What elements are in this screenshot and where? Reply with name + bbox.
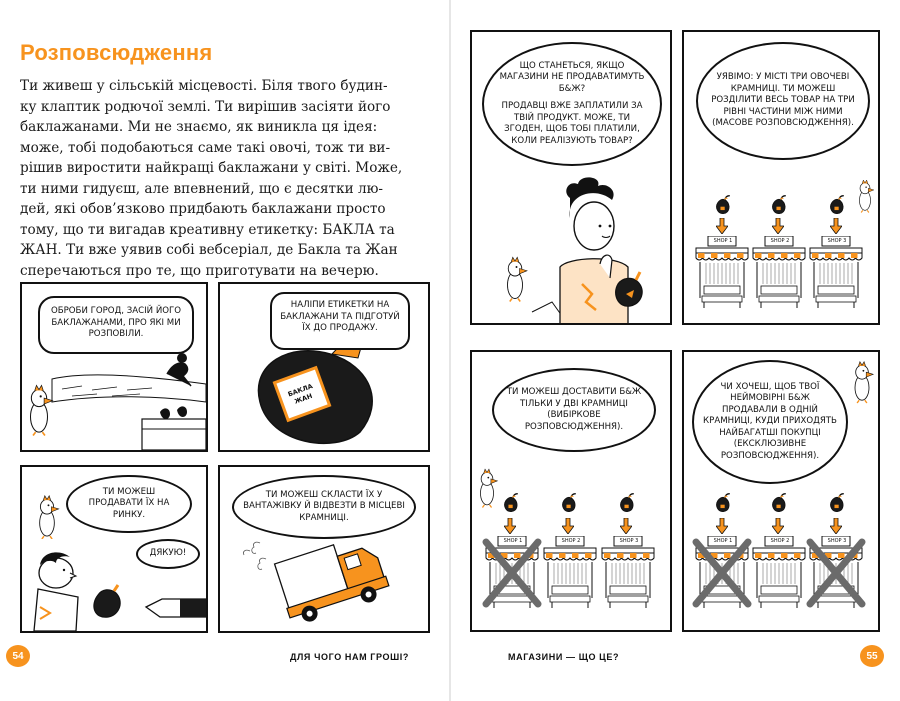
shop-1-label: SHOP 1 [503,538,523,544]
panel3-caption: ТИ МОЖЕШ ПРОДАВАТИ ЇХ НА РИНКУ. [66,475,192,533]
page-number-right: 55 [860,645,884,667]
shop-3-label: SHOP 3 [619,538,639,544]
shop-2-label: SHOP 2 [561,538,581,544]
comic-panel-market [20,465,208,633]
shop-1-label: SHOP 1 [713,238,733,244]
page-footer-right: МАГАЗИНИ — ЩО ЦЕ? [508,652,620,662]
panel2-caption: НАЛІПИ ЕТИКЕТКИ НА БАКЛАЖАНИ ТА ПІДГОТУЙ ЇХ ДО ПРОДАЖУ. [270,292,410,350]
panel4-caption: ЧИ ХОЧЕШ, ЩОБ ТВОЇ НЕЙМОВІРНІ Б&Ж ПРОДАВАЛИ В ОДНІЙ КРАМНИЦІ, КУДИ ПРИХОДЯТЬ НАЙБАГАТШІ ПОКУПЦІ (ЕКСКЛЮЗИВНЕ РОЗПОВСЮДЖЕННЯ). [692,360,848,484]
panel1-answer: ПРОДАВЦІ ВЖЕ ЗАПЛАТИЛИ ЗА ТВІЙ ПРОДУКТ. МОЖЕ, ТИ ЗГОДЕН, ЩОБ ТОБІ ПЛАТИЛИ, КОЛИ РЕАЛІЗУЮТЬ ТОВАР? [501,101,643,146]
shop-3-label: SHOP 3 [827,538,847,544]
shop-2-label: SHOP 2 [770,538,790,544]
panel2-caption: УЯВІМО: У МІСТІ ТРИ ОВОЧЕВІ КРАМНИЦІ. ТИ МОЖЕШ РОЗДІЛИТИ ВЕСЬ ТОВАР НА ТРИ РІВНІ ЧАСТИНИ МІЖ НИМИ (МАСОВЕ РОЗПОВСЮДЖЕННЯ). [696,42,870,160]
panel3-reply-bubble: ДЯКУЮ! [136,539,200,569]
panel3-caption: ТИ МОЖЕШ ДОСТАВИТИ Б&Ж ТІЛЬКИ У ДВІ КРАМНИЦІ (ВИБІРКОВЕ РОЗПОВСЮДЖЕННЯ). [492,368,656,452]
shop-1-label: SHOP 1 [713,538,733,544]
panel1-question-bubble [482,42,662,166]
intro-line: дей, які обов’язково придбають баклажани просто [20,201,386,217]
intro-text [20,76,430,281]
intro-line: ку клаптик родючої землі. Ти вирішив засіяти його [20,98,391,115]
page-footer-left: ДЛЯ ЧОГО НАМ ГРОШІ? [290,652,409,662]
panel1-question: ЩО СТАНЕТЬСЯ, ЯКЩО МАГАЗИНИ НЕ ПРОДАВАТИМУТЬ Б&Ж? [499,60,645,94]
intro-line: ЖАН. Ти вже уявив собі вебсеріал, де Бакла та Жан [20,242,398,258]
panel4-caption: ТИ МОЖЕШ СКЛАСТИ ЇХ У ВАНТАЖІВКУ Й ВІДВЕЗТИ В МІСЦЕВІ КРАМНИЦІ. [232,475,416,539]
panel1-caption: ОБРОБИ ГОРОД, ЗАСІЙ ЙОГО БАКЛАЖАНАМИ, ПРО ЯКІ МИ РОЗПОВІЛИ. [38,296,194,354]
intro-line: рішив виростити найкращі баклажани у світі. Може, [20,160,403,176]
comic-panel-label [218,282,430,452]
page-number-left: 54 [6,645,30,667]
bakla-zhan-label: БАКЛА ЖАН [286,382,314,406]
comic-panel-field [20,282,208,452]
shop-2-label: SHOP 2 [770,238,790,244]
comic-panel-question [470,30,672,325]
right-page [450,0,900,701]
intro-line: баклажанами. Ми не знаємо, як виникла ця ідея: [20,119,378,135]
comic-panel-selective-distribution [470,350,672,632]
comic-panel-mass-distribution [682,30,880,325]
shop-3-label: SHOP 3 [827,238,847,244]
comic-panel-exclusive-distribution [682,350,880,632]
intro-line: може, тобі подобаються саме такі овочі, тож ти ви- [20,139,391,156]
intro-line: сперечаються про те, що приготувати на вечерю. [20,262,379,279]
intro-line: тому, що ти вигадав креативну етикетку: БАКЛА та [20,221,395,238]
section-title: Розповсюдження [20,40,213,65]
comic-panel-truck [218,465,430,633]
intro-line: ти ними гидуєш, але впевнений, що є десятки лю- [20,180,384,197]
intro-line: Ти живеш у сільській місцевості. Біля твого будин- [20,78,388,94]
